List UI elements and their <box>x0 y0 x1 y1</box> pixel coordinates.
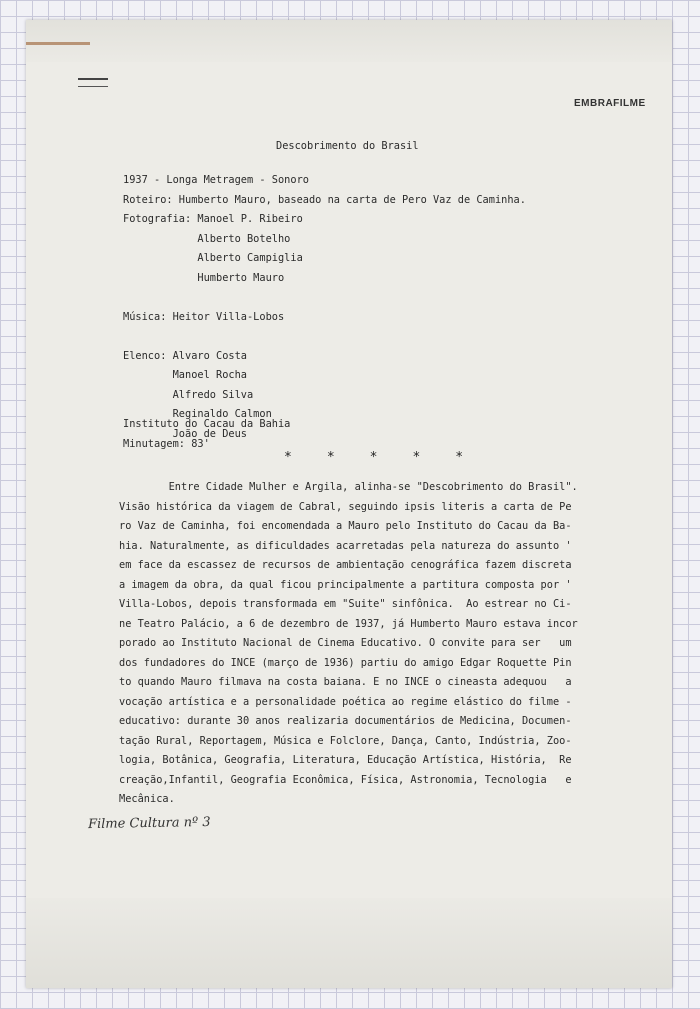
body-paragraph: Entre Cidade Mulher e Argila, alinha-se "Descobrimento do Brasil". Visão histórica da viagem de Cabral, seguindo ipsis literis a carta de Pe ro Vaz de Caminha, foi encomendada a Mauro pelo Instituto do Cacau da Ba- hia. Naturalmente, as dificuldades acarretadas pela natureza do assunto ' em face da escassez de recursos de ambientação cenográfica fazem discreta a imagem da obra, da qual ficou principalmente a partitura composta por ' Villa-Lobos, depois transformada em "Suite" sinfônica. Ao estrear no Ci- ne Teatro Palácio, a 6 de dezembro de 1937, já Humberto Mauro estava incor porado ao Instituto Nacional de Cinema Educativo. O convite para ser um dos fundadores do INCE (março de 1936) partiu do amigo Edgar Roquette Pin to quando Mauro filmava na costa baiana. E no INCE o cineasta adequou a vocação artística e a personalidade poética ao regime elástico do filme - educativo: durante 30 anos realizaria documentários de Medicina, Documen- tação Rural, Reportagem, Música e Folclore, Dança, Canto, Indústria, Zoo- logia, Botânica, Geografia, Literatura, Educação Artística, História, Re creação,Infantil, Geografia Econômica, Física, Astronomia, Tecnologia e Mecânica. <box>119 481 578 805</box>
margin-pen-mark <box>78 78 108 87</box>
document-title: Descobrimento do Brasil <box>276 140 419 152</box>
institute-block: Instituto do Cacau da Bahia Minutagem: 83' <box>123 418 291 450</box>
section-separator: ***** <box>284 450 499 465</box>
credits-block: 1937 - Longa Metragem - Sonoro Roteiro: Humberto Mauro, baseado na carta de Pero Vaz de Caminha. Fotografia: Manoel P. Ribeiro Alberto Botelho Alberto Campiglia Humberto Mauro Música: Heitor Villa-Lobos Elenco: Alvaro Costa Manoel Rocha Alfredo Silva Reginaldo Calmon João de Deus <box>123 174 526 440</box>
sheet-top-strip <box>26 20 672 62</box>
handwritten-note: Filme Cultura nº 3 <box>87 814 211 833</box>
tape-mark <box>26 42 90 45</box>
brand-label: EMBRAFILME <box>574 98 646 109</box>
document-sheet <box>26 20 672 988</box>
sheet-bottom-strip <box>26 898 672 988</box>
